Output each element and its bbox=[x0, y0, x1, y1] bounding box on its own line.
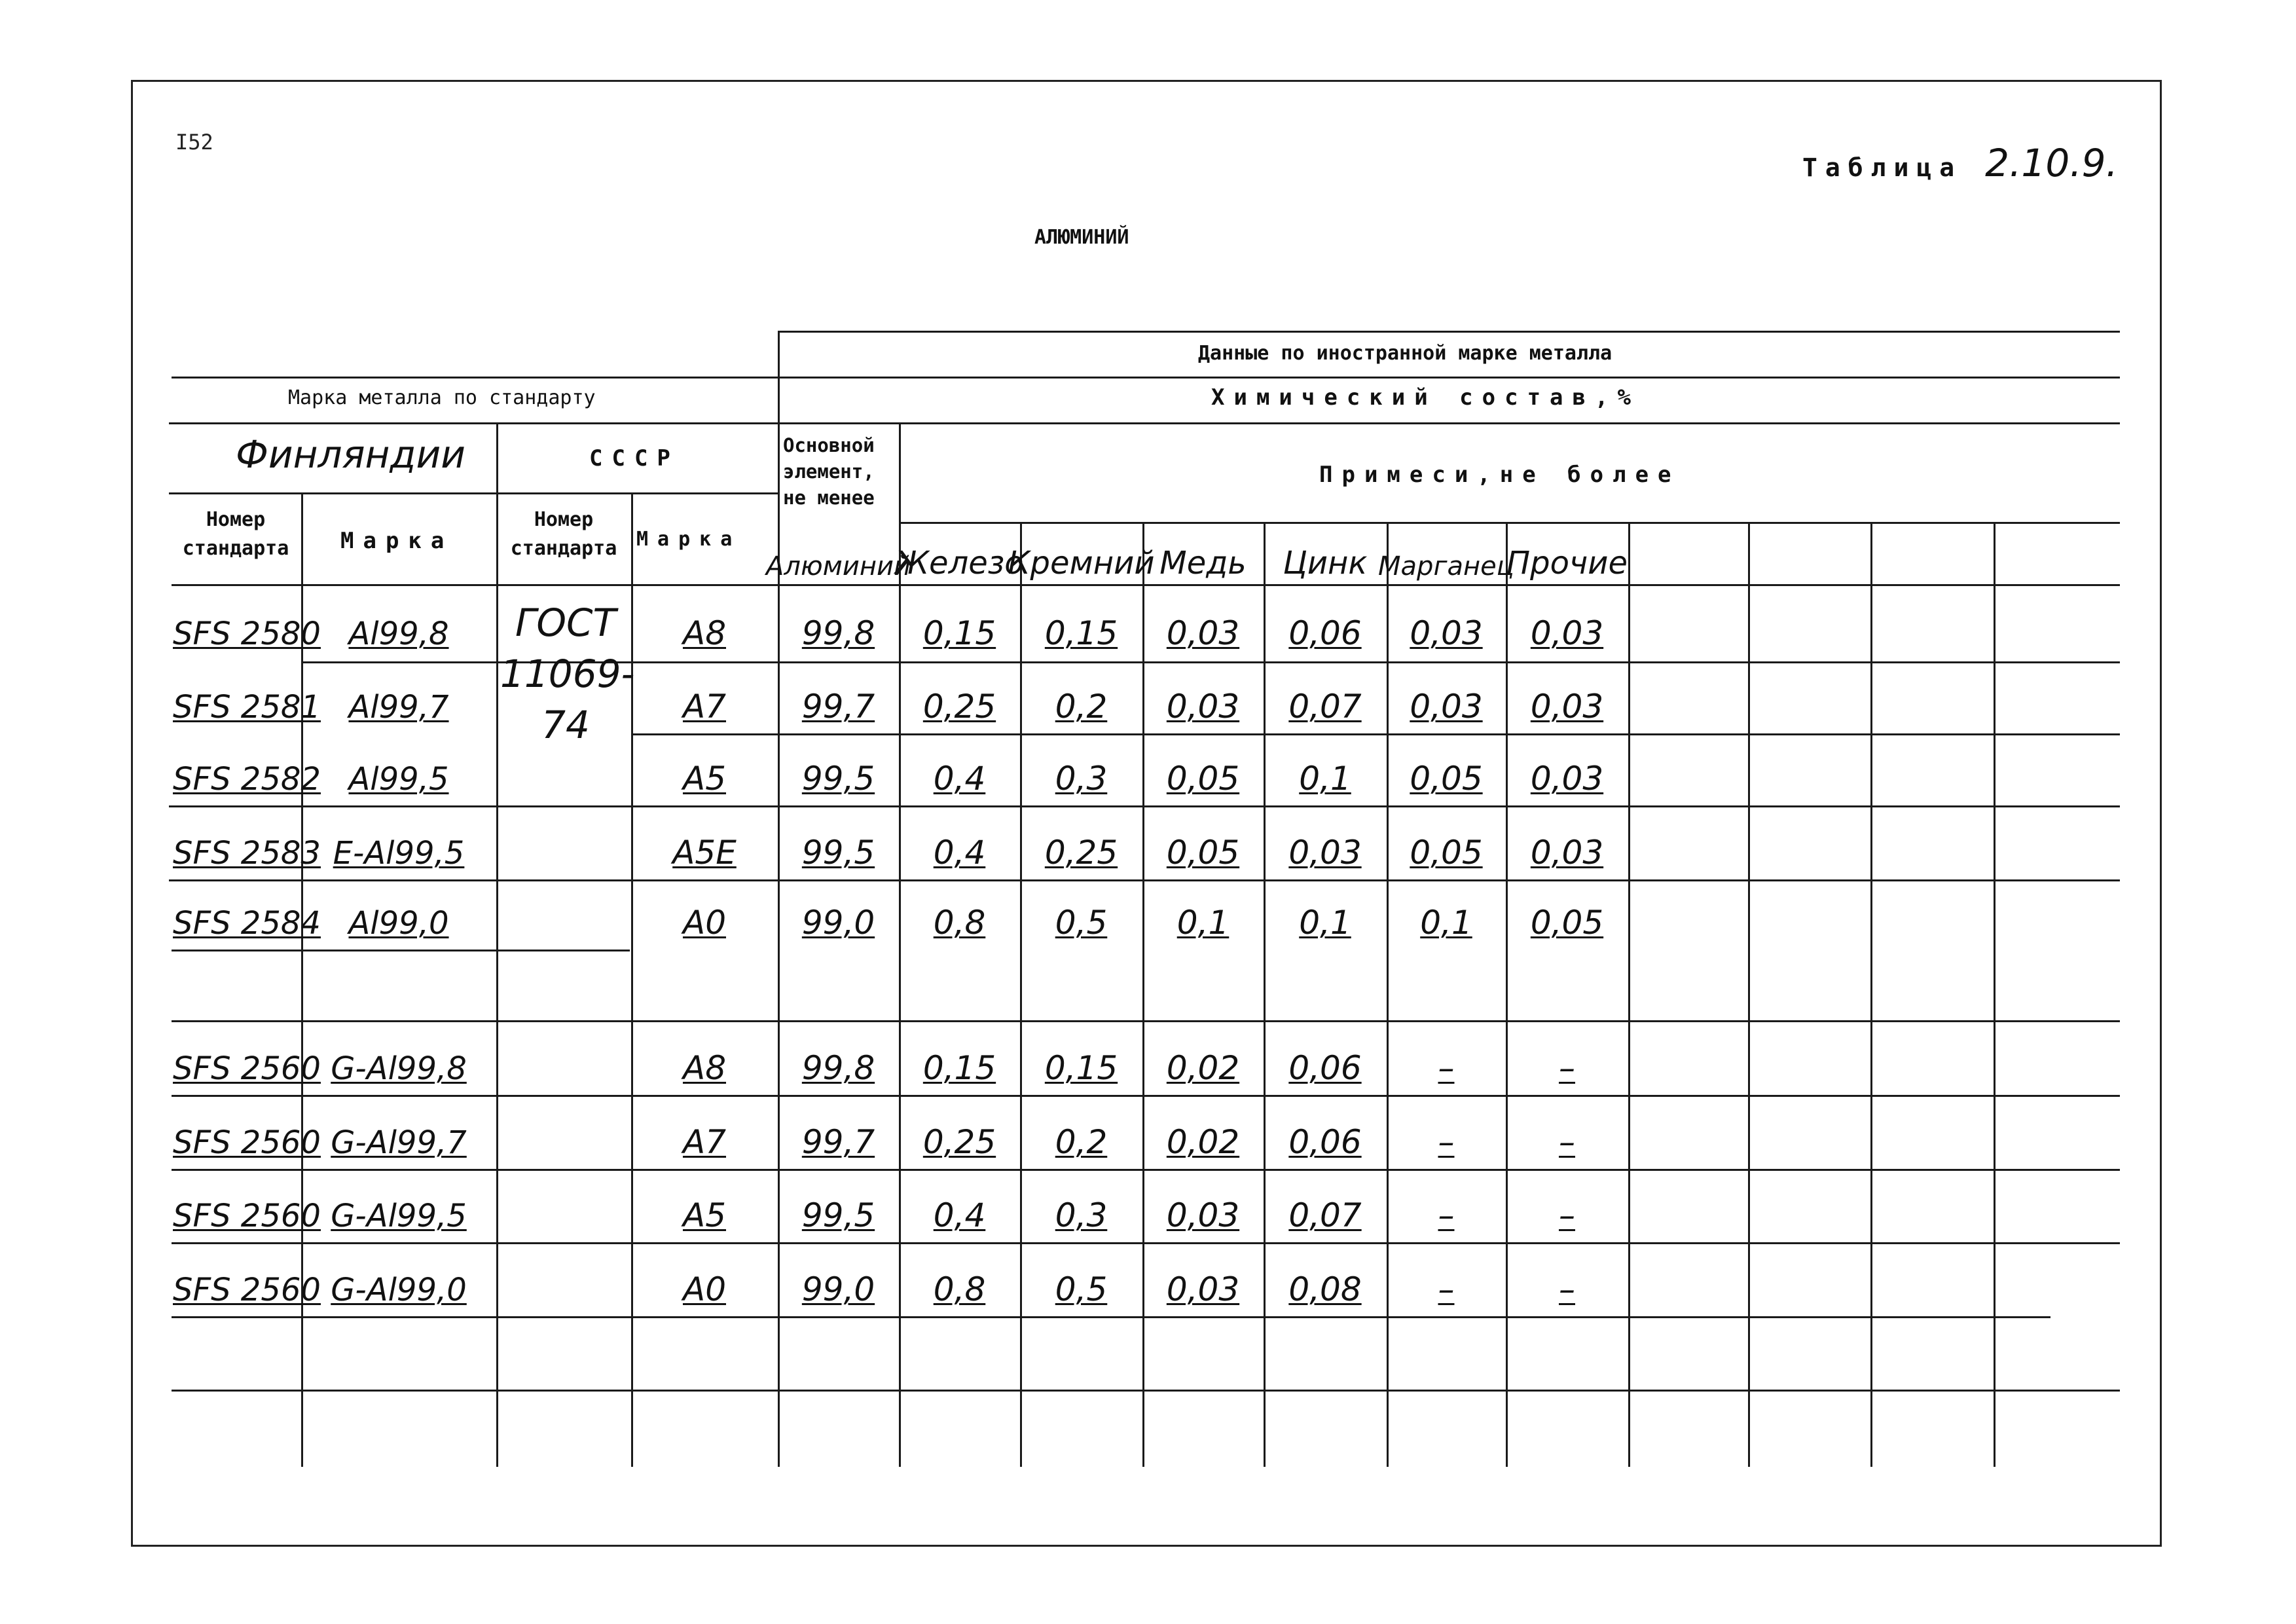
table-cell-si bbox=[1020, 1246, 1142, 1308]
cell-value: Al99,5 bbox=[348, 761, 449, 798]
column-header: Алюминий bbox=[766, 551, 911, 581]
header-impurities: Примеси,не более bbox=[1319, 462, 1681, 488]
table-cell-ussr bbox=[631, 1246, 778, 1308]
table-cell-std bbox=[169, 809, 321, 872]
column-header: Медь bbox=[1159, 545, 1247, 581]
cell-value: 0,1 bbox=[1420, 904, 1472, 942]
table-cell-cu bbox=[1142, 1172, 1264, 1234]
cell-value: SFS 2560 bbox=[173, 1050, 321, 1087]
table-cell-fe bbox=[899, 1024, 1020, 1087]
header-foreign-data: Данные по иностранной марке металла bbox=[1198, 342, 1613, 365]
rule bbox=[169, 805, 2120, 807]
cell-value: – bbox=[1559, 1196, 1575, 1234]
table-cell-ussr bbox=[631, 1172, 778, 1234]
cell-value: Al99,7 bbox=[348, 689, 449, 726]
table-cell-mn bbox=[1387, 1172, 1506, 1234]
cell-value: 0,05 bbox=[1410, 834, 1483, 872]
cell-value: 0,03 bbox=[1166, 1270, 1240, 1308]
document-title: АЛЮМИНИЙ bbox=[1034, 226, 1129, 249]
cell-value: 0,03 bbox=[1530, 834, 1604, 872]
cell-value: A7 bbox=[682, 688, 726, 726]
cell-value: SFS 2583 bbox=[173, 835, 321, 872]
cell-value: 0,5 bbox=[1055, 904, 1108, 942]
table-cell-mn bbox=[1387, 953, 1506, 1012]
cell-value: 0,06 bbox=[1288, 614, 1362, 652]
table-cell-other bbox=[1506, 737, 1628, 798]
table-cell-other bbox=[1506, 1172, 1628, 1234]
table-cell-ussr bbox=[631, 737, 778, 798]
table-cell-cu bbox=[1142, 953, 1264, 1012]
table-cell-cu bbox=[1142, 1024, 1264, 1087]
table-cell-si bbox=[1020, 809, 1142, 872]
cell-value: SFS 2560 bbox=[173, 1124, 321, 1161]
table-cell-zn bbox=[1264, 665, 1387, 726]
table-cell-grade bbox=[301, 589, 496, 652]
cell-value: 99,0 bbox=[801, 904, 875, 942]
rule bbox=[1870, 522, 1872, 1467]
table-cell-mn bbox=[1387, 1024, 1506, 1087]
table-cell-mn bbox=[1387, 809, 1506, 872]
cell-value: 0,4 bbox=[933, 1196, 986, 1234]
header-grade: Марка bbox=[340, 528, 454, 554]
table-cell-fe bbox=[899, 883, 1020, 942]
table-cell-zn bbox=[1264, 1024, 1387, 1087]
header-ussr: СССР bbox=[589, 445, 680, 471]
table-caption bbox=[1802, 141, 2118, 185]
table-cell-fe bbox=[899, 1246, 1020, 1308]
rule bbox=[169, 422, 2120, 424]
table-cell-al bbox=[778, 953, 899, 1012]
cell-value: A0 bbox=[682, 904, 726, 942]
rule bbox=[172, 1316, 2050, 1318]
cell-value: 99,7 bbox=[801, 1123, 875, 1161]
table-cell-mn bbox=[1387, 737, 1506, 798]
cell-value: A5 bbox=[682, 760, 726, 798]
table-cell-ussr bbox=[631, 1098, 778, 1161]
cell-value: 0,25 bbox=[1044, 834, 1118, 872]
cell-value: 0,05 bbox=[1166, 834, 1240, 872]
cell-value: SFS 2581 bbox=[173, 689, 321, 726]
table-cell-si bbox=[1020, 1024, 1142, 1087]
table-cell-std bbox=[169, 737, 321, 798]
table-cell-cu bbox=[1142, 883, 1264, 942]
cell-value: 0,15 bbox=[922, 614, 996, 652]
table-cell-std bbox=[169, 589, 321, 652]
table-cell-zn bbox=[1264, 1172, 1387, 1234]
table-cell-other bbox=[1506, 953, 1628, 1012]
table-cell-fe bbox=[899, 665, 1020, 726]
cell-value: 0,05 bbox=[1410, 760, 1483, 798]
table-cell-grade bbox=[301, 1246, 496, 1308]
table-cell-al bbox=[778, 1098, 899, 1161]
rule bbox=[169, 492, 778, 494]
table-cell-al bbox=[778, 1172, 899, 1234]
cell-value: A8 bbox=[682, 614, 726, 652]
column-header: Цинк bbox=[1283, 545, 1368, 581]
cell-value: 0,1 bbox=[1299, 760, 1351, 798]
table-cell-grade bbox=[301, 737, 496, 798]
cell-value: E-Al99,5 bbox=[333, 835, 465, 872]
table-cell-grade bbox=[301, 665, 496, 726]
cell-value: 0,8 bbox=[933, 904, 986, 942]
table-cell-std bbox=[169, 1024, 321, 1087]
rule bbox=[172, 1390, 2120, 1392]
cell-value: 0,15 bbox=[922, 1049, 996, 1087]
table-cell-ussr bbox=[631, 1024, 778, 1087]
cell-value: – bbox=[1438, 1270, 1455, 1308]
table-cell-si bbox=[1020, 1172, 1142, 1234]
rule bbox=[172, 377, 2120, 378]
cell-value: 0,03 bbox=[1530, 760, 1604, 798]
cell-value: 0,06 bbox=[1288, 1049, 1362, 1087]
cell-value: 0,03 bbox=[1166, 688, 1240, 726]
rule bbox=[1748, 522, 1750, 1467]
table-cell-zn bbox=[1264, 1246, 1387, 1308]
table-cell-fe bbox=[899, 1172, 1020, 1234]
rule bbox=[172, 1095, 2120, 1097]
rule bbox=[172, 1242, 2120, 1244]
table-cell-fe bbox=[899, 1098, 1020, 1161]
cell-value: 0,03 bbox=[1166, 614, 1240, 652]
header-chem-composition: Химический состав,% bbox=[1211, 384, 1640, 411]
cell-value: 0,07 bbox=[1288, 688, 1362, 726]
cell-value: 0,03 bbox=[1288, 834, 1362, 872]
cell-value: G-Al99,0 bbox=[331, 1272, 467, 1308]
cell-value: 0,2 bbox=[1055, 688, 1108, 726]
cell-value: 99,7 bbox=[801, 688, 875, 726]
table-cell-other bbox=[1506, 1246, 1628, 1308]
table-cell-ussr bbox=[631, 589, 778, 652]
table-cell-grade bbox=[301, 883, 496, 942]
cell-value: 0,03 bbox=[1530, 688, 1604, 726]
table-cell-ussr bbox=[631, 809, 778, 872]
rule bbox=[899, 522, 2120, 524]
header-ussr-std-number: Номер стандарта bbox=[510, 508, 617, 560]
column-header: Марганец bbox=[1378, 551, 1514, 581]
table-cell-si bbox=[1020, 1098, 1142, 1161]
cell-value: 0,03 bbox=[1410, 614, 1483, 652]
table-cell-zn bbox=[1264, 953, 1387, 1012]
cell-value: 99,8 bbox=[801, 614, 875, 652]
table-cell-fe bbox=[899, 737, 1020, 798]
table-cell-std bbox=[169, 665, 321, 726]
cell-value: 0,1 bbox=[1299, 904, 1351, 942]
table-cell-std bbox=[169, 1098, 321, 1161]
cell-value: 0,05 bbox=[1166, 760, 1240, 798]
cell-value: 0,25 bbox=[922, 688, 996, 726]
table-cell-al bbox=[778, 1024, 899, 1087]
cell-value: SFS 2582 bbox=[173, 761, 321, 798]
table-cell-ussr bbox=[631, 883, 778, 942]
table-cell-si bbox=[1020, 737, 1142, 798]
rule bbox=[778, 331, 2120, 333]
cell-value: Al99,0 bbox=[348, 905, 449, 942]
cell-value: SFS 2584 bbox=[173, 905, 321, 942]
cell-value: 0,02 bbox=[1166, 1123, 1240, 1161]
cell-value: 0,2 bbox=[1055, 1123, 1108, 1161]
table-cell-mn bbox=[1387, 1098, 1506, 1161]
cell-value: 0,15 bbox=[1044, 1049, 1118, 1087]
cell-value: 0,07 bbox=[1288, 1196, 1362, 1234]
cell-value: 0,05 bbox=[1530, 904, 1604, 942]
cell-value: 0,25 bbox=[922, 1123, 996, 1161]
cell-value: 0,03 bbox=[1530, 614, 1604, 652]
table-cell-std bbox=[169, 883, 321, 942]
gost-reference: ГОСТ 11069-74 bbox=[500, 600, 635, 747]
cell-value: G-Al99,7 bbox=[331, 1124, 467, 1161]
header-grade-by-standard: Марка металла по стандарту bbox=[288, 386, 596, 409]
cell-value: 99,5 bbox=[801, 760, 875, 798]
table-cell-cu bbox=[1142, 665, 1264, 726]
column-header: Железо bbox=[895, 545, 1024, 581]
table-cell-ussr bbox=[631, 665, 778, 726]
cell-value: 0,03 bbox=[1410, 688, 1483, 726]
table-cell-cu bbox=[1142, 589, 1264, 652]
table-cell-zn bbox=[1264, 809, 1387, 872]
table-cell-mn bbox=[1387, 589, 1506, 652]
table-cell-al bbox=[778, 1246, 899, 1308]
cell-value: – bbox=[1559, 1123, 1575, 1161]
cell-value: A5 bbox=[682, 1196, 726, 1234]
cell-value: – bbox=[1559, 1270, 1575, 1308]
cell-value: 0,4 bbox=[933, 834, 986, 872]
cell-value: – bbox=[1438, 1123, 1455, 1161]
cell-value: Al99,8 bbox=[348, 616, 449, 652]
table-cell-grade bbox=[301, 953, 496, 1012]
cell-value: 0,1 bbox=[1176, 904, 1230, 942]
table-cell-grade bbox=[301, 1098, 496, 1161]
table-cell-grade bbox=[301, 809, 496, 872]
cell-value: 0,8 bbox=[933, 1270, 986, 1308]
cell-value: A7 bbox=[682, 1123, 726, 1161]
rule bbox=[496, 422, 498, 1467]
cell-value: 99,5 bbox=[801, 834, 875, 872]
table-cell-fe bbox=[899, 809, 1020, 872]
table-cell-fe bbox=[899, 589, 1020, 652]
table-cell-other bbox=[1506, 1024, 1628, 1087]
table-number: 2.10.9. bbox=[1985, 141, 2118, 185]
cell-value: 0,15 bbox=[1044, 614, 1118, 652]
table-cell-other bbox=[1506, 589, 1628, 652]
cell-value: – bbox=[1438, 1049, 1455, 1087]
header-finland: Финляндии bbox=[236, 432, 465, 477]
table-label: Таблица bbox=[1802, 153, 1963, 182]
cell-value: SFS 2580 bbox=[173, 616, 321, 652]
rule bbox=[172, 584, 2120, 586]
table-cell-std bbox=[169, 953, 301, 1012]
rule bbox=[1628, 522, 1630, 1467]
table-cell-si bbox=[1020, 953, 1142, 1012]
cell-value: – bbox=[1438, 1196, 1455, 1234]
table-cell-al bbox=[778, 809, 899, 872]
table-cell-cu bbox=[1142, 1098, 1264, 1161]
table-cell-other bbox=[1506, 1098, 1628, 1161]
table-cell-cu bbox=[1142, 737, 1264, 798]
cell-value: – bbox=[1559, 1049, 1575, 1087]
cell-value: A8 bbox=[682, 1049, 726, 1087]
rule bbox=[172, 1169, 2120, 1171]
table-cell-other bbox=[1506, 665, 1628, 726]
table-cell-mn bbox=[1387, 665, 1506, 726]
table-cell-other bbox=[1506, 809, 1628, 872]
cell-value: 0,02 bbox=[1166, 1049, 1240, 1087]
table-cell-cu bbox=[1142, 809, 1264, 872]
table-cell-zn bbox=[1264, 737, 1387, 798]
table-cell-al bbox=[778, 737, 899, 798]
table-cell-si bbox=[1020, 665, 1142, 726]
table-cell-si bbox=[1020, 883, 1142, 942]
rule bbox=[172, 1020, 2120, 1022]
header-base-element: Основной элемент, не менее bbox=[783, 434, 875, 509]
page-number: I52 bbox=[175, 130, 213, 155]
cell-value: 99,0 bbox=[801, 1270, 875, 1308]
table-cell-mn bbox=[1387, 1246, 1506, 1308]
table-cell-zn bbox=[1264, 1098, 1387, 1161]
cell-value: 0,4 bbox=[933, 760, 986, 798]
rule bbox=[172, 950, 630, 951]
table-cell-std bbox=[169, 1246, 321, 1308]
cell-value: A5E bbox=[672, 834, 737, 872]
cell-value: 99,5 bbox=[801, 1196, 875, 1234]
column-header: Прочие bbox=[1506, 545, 1628, 581]
table-cell-si bbox=[1020, 589, 1142, 652]
header-ussr-grade: Марка bbox=[636, 528, 742, 551]
rule bbox=[169, 879, 2120, 881]
cell-value: 0,5 bbox=[1055, 1270, 1108, 1308]
table-cell-cu bbox=[1142, 1246, 1264, 1308]
table-cell-grade bbox=[301, 1024, 496, 1087]
table-cell-other bbox=[1506, 883, 1628, 942]
cell-value: 0,3 bbox=[1055, 1196, 1108, 1234]
cell-value: 0,3 bbox=[1055, 760, 1108, 798]
rule bbox=[631, 733, 2120, 735]
table-cell-zn bbox=[1264, 589, 1387, 652]
cell-value: G-Al99,8 bbox=[331, 1050, 467, 1087]
table-cell-mn bbox=[1387, 883, 1506, 942]
cell-value: SFS 2560 bbox=[173, 1198, 321, 1234]
cell-value: 99,8 bbox=[801, 1049, 875, 1087]
table-cell-grade bbox=[301, 1172, 496, 1234]
table-cell-al bbox=[778, 665, 899, 726]
table-cell-zn bbox=[1264, 883, 1387, 942]
cell-value: 0,03 bbox=[1166, 1196, 1240, 1234]
cell-value: 0,08 bbox=[1288, 1270, 1362, 1308]
table-cell-fe bbox=[899, 953, 1020, 1012]
rule bbox=[1994, 522, 1995, 1467]
cell-value: SFS 2560 bbox=[173, 1272, 321, 1308]
cell-value: A0 bbox=[682, 1270, 726, 1308]
table-cell-al bbox=[778, 883, 899, 942]
cell-value: 0,06 bbox=[1288, 1123, 1362, 1161]
header-std-number: Номер стандарта bbox=[182, 508, 289, 560]
table-cell-std bbox=[169, 1172, 321, 1234]
cell-value: G-Al99,5 bbox=[331, 1198, 467, 1234]
table-cell-ussr bbox=[631, 953, 778, 1012]
table-cell-al bbox=[778, 589, 899, 652]
column-header: Кремний bbox=[1008, 545, 1155, 581]
